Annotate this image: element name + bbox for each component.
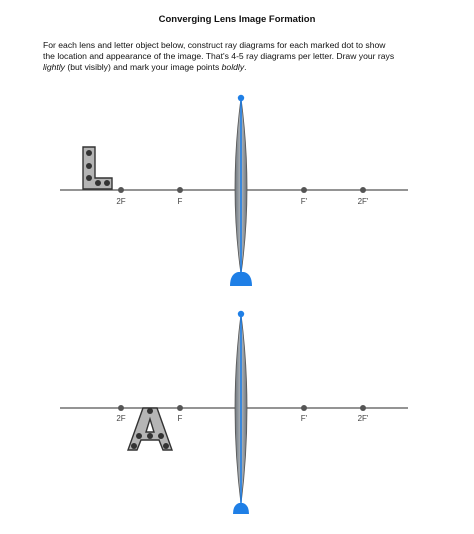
object-dot (86, 150, 92, 156)
page-title: Converging Lens Image Formation (158, 14, 316, 25)
object-dot (86, 175, 92, 181)
label-f: F (177, 197, 183, 206)
point-2f-right (360, 187, 366, 193)
converging-lens (233, 311, 249, 514)
object-dot (147, 408, 153, 414)
point-2f-left (118, 405, 124, 411)
lens-diagram-a (0, 308, 474, 522)
instructions-line-3 (43, 62, 438, 73)
object-dot (158, 433, 164, 439)
object-dot (104, 180, 110, 186)
object-dot (131, 443, 137, 449)
object-dot (163, 443, 169, 449)
label-2f-prime: 2F' (357, 197, 369, 206)
instructions-line-3-middle: (but visibly) and mark your image points (64, 62, 222, 72)
object-dot (86, 163, 92, 169)
point-f-left (177, 187, 183, 193)
lens-stand (233, 503, 249, 514)
object-dot (95, 180, 101, 186)
point-f-right (301, 187, 307, 193)
instructions-lightly: lightly (43, 62, 65, 72)
instructions-text (43, 40, 438, 73)
label-f: F (177, 414, 183, 423)
label-f-prime: F' (300, 414, 308, 423)
lens-diagram-l (0, 92, 474, 292)
object-dot (147, 433, 153, 439)
instructions-line-2: the location and appearance of the image. That's 4-5 ray diagrams per letter. Draw your rays (43, 51, 395, 61)
point-2f-left (118, 187, 124, 193)
instructions-line-1: For each lens and letter object below, construct ray diagrams for each marked dot to show (43, 40, 386, 50)
point-f-right (301, 405, 307, 411)
label-f-prime: F' (300, 197, 308, 206)
lens-stand (230, 272, 252, 286)
object-dot (136, 433, 142, 439)
point-2f-right (360, 405, 366, 411)
label-2f: 2F (116, 414, 126, 423)
label-2f: 2F (116, 197, 126, 206)
point-f-left (177, 405, 183, 411)
instructions-line-3-end: . (244, 62, 247, 72)
label-2f-prime: 2F' (357, 414, 369, 423)
instructions-boldly: boldly (221, 62, 245, 72)
